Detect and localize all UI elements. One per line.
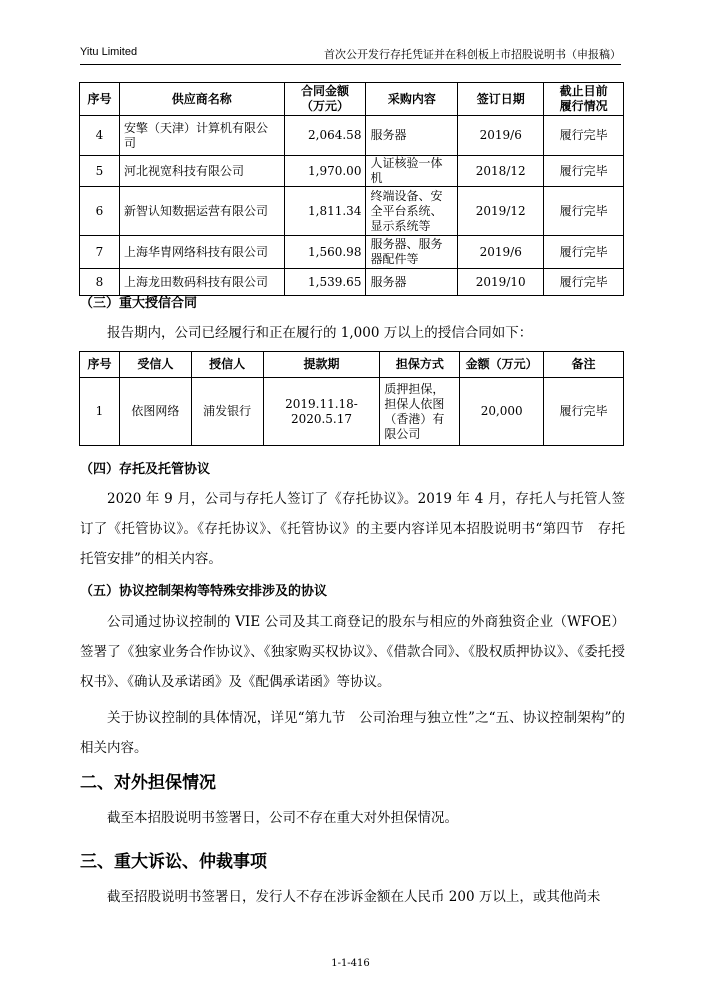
header-cell: 授信人 bbox=[191, 352, 263, 378]
table-header-row bbox=[80, 352, 624, 378]
table-cell: 履行完毕 bbox=[544, 236, 624, 269]
header-cell: 受信人 bbox=[119, 352, 191, 378]
section-title: （五）协议控制架构等特殊安排涉及的协议 bbox=[80, 584, 328, 599]
table-cell: 河北视宽科技有限公司 bbox=[119, 156, 284, 187]
table-cell: 上海华胄网络科技有限公司 bbox=[119, 236, 284, 269]
heading: 二、对外担保情况 bbox=[80, 773, 216, 793]
header-cell: 序号 bbox=[80, 83, 120, 116]
header-cell: 金额（万元） bbox=[460, 352, 544, 378]
section-title: （四）存托及托管协议 bbox=[80, 462, 211, 477]
header-cell: 备注 bbox=[544, 352, 624, 378]
header-cell: 采购内容 bbox=[366, 83, 458, 116]
table-cell: 1,970.00 bbox=[284, 156, 366, 187]
table-cell: 履行完毕 bbox=[544, 378, 624, 446]
table-cell: 2019/10 bbox=[458, 269, 544, 296]
table-cell: 1 bbox=[80, 378, 120, 446]
table-cell: 终端设备、安全平台系统、显示系统等 bbox=[366, 187, 458, 236]
table-cell: 7 bbox=[80, 236, 120, 269]
table-cell: 5 bbox=[80, 156, 120, 187]
table-row bbox=[80, 378, 624, 446]
header-cell: 担保方式 bbox=[380, 352, 460, 378]
table-cell: 1,811.34 bbox=[284, 187, 366, 236]
table-row bbox=[80, 156, 624, 187]
table-cell: 履行完毕 bbox=[544, 156, 624, 187]
table-cell: 2018/12 bbox=[458, 156, 544, 187]
table-cell: 8 bbox=[80, 269, 120, 296]
section-title: （三）重大授信合同 bbox=[80, 296, 198, 311]
paragraph: 公司通过协议控制的 VIE 公司及其工商登记的股东与相应的外商独资企业（WFOE）签署了《独家业务合作协议》、《独家购买权协议》、《借款合同》、《股权质押协议》、《委托授权书》、《确认及承诺函》及《配偶承诺函》等协议。 bbox=[80, 614, 625, 690]
page-number: 1-1-416 bbox=[331, 958, 370, 969]
table-cell: 服务器、服务器配件等 bbox=[366, 236, 458, 269]
table-cell: 1,560.98 bbox=[284, 236, 366, 269]
table-cell: 质押担保，担保人依图（香港）有限公司 bbox=[380, 378, 460, 446]
page-header bbox=[80, 44, 621, 65]
header-cell: 序号 bbox=[80, 352, 120, 378]
paragraph: 报告期内，公司已经履行和正在履行的 1,000 万以上的授信合同如下： bbox=[107, 325, 533, 341]
table-cell: 浦发银行 bbox=[191, 378, 263, 446]
table-cell: 2,064.58 bbox=[284, 116, 366, 156]
table-cell: 履行完毕 bbox=[544, 116, 624, 156]
table-row bbox=[80, 116, 624, 156]
table-cell: 服务器 bbox=[366, 269, 458, 296]
header-cell: 签订日期 bbox=[458, 83, 544, 116]
table-row bbox=[80, 236, 624, 269]
table-cell: 2019.11.18-2020.5.17 bbox=[263, 378, 380, 446]
credit-table bbox=[79, 351, 624, 446]
table-cell: 1,539.65 bbox=[284, 269, 366, 296]
table-cell: 6 bbox=[80, 187, 120, 236]
table-cell: 4 bbox=[80, 116, 120, 156]
table-cell: 服务器 bbox=[366, 116, 458, 156]
table-cell: 安擎（天津）计算机有限公司 bbox=[119, 116, 284, 156]
table-cell: 新智认知数据运营有限公司 bbox=[119, 187, 284, 236]
company-name: Yitu Limited bbox=[80, 46, 138, 58]
paragraph: 截至本招股说明书签署日，公司不存在重大对外担保情况。 bbox=[107, 810, 458, 826]
paragraph: 截至招股说明书签署日，发行人不存在涉诉金额在人民币 200 万以上，或其他尚未 bbox=[107, 889, 601, 905]
supplier-table bbox=[79, 82, 624, 296]
table-cell: 20,000 bbox=[460, 378, 544, 446]
heading: 三、重大诉讼、仲裁事项 bbox=[80, 852, 267, 872]
table-header-row bbox=[80, 83, 624, 116]
table-cell: 履行完毕 bbox=[544, 269, 624, 296]
document-title: 首次公开发行存托凭证并在科创板上市招股说明书（申报稿） bbox=[324, 48, 621, 61]
table-cell: 依图网络 bbox=[119, 378, 191, 446]
table-cell: 履行完毕 bbox=[544, 187, 624, 236]
table-row bbox=[80, 187, 624, 236]
header-cell: 合同金额 （万元） bbox=[284, 83, 366, 116]
paragraph: 2020 年 9 月，公司与存托人签订了《存托协议》。2019 年 4 月，存托人与托管人签订了《托管协议》。《存托协议》、《托管协议》的主要内容详见本招股说明书“第四节 存托托管安排”的相关内容。 bbox=[80, 491, 625, 567]
table-cell: 2019/6 bbox=[458, 116, 544, 156]
header-cell: 供应商名称 bbox=[119, 83, 284, 116]
header-cell: 截止目前 履行情况 bbox=[544, 83, 624, 116]
table-cell: 上海龙田数码科技有限公司 bbox=[119, 269, 284, 296]
table-cell: 人证核验一体机 bbox=[366, 156, 458, 187]
table-cell: 2019/12 bbox=[458, 187, 544, 236]
table-cell: 2019/6 bbox=[458, 236, 544, 269]
paragraph: 关于协议控制的具体情况，详见“第九节 公司治理与独立性”之“五、协议控制架构”的相关内容。 bbox=[80, 710, 625, 756]
header-cell: 提款期 bbox=[263, 352, 380, 378]
